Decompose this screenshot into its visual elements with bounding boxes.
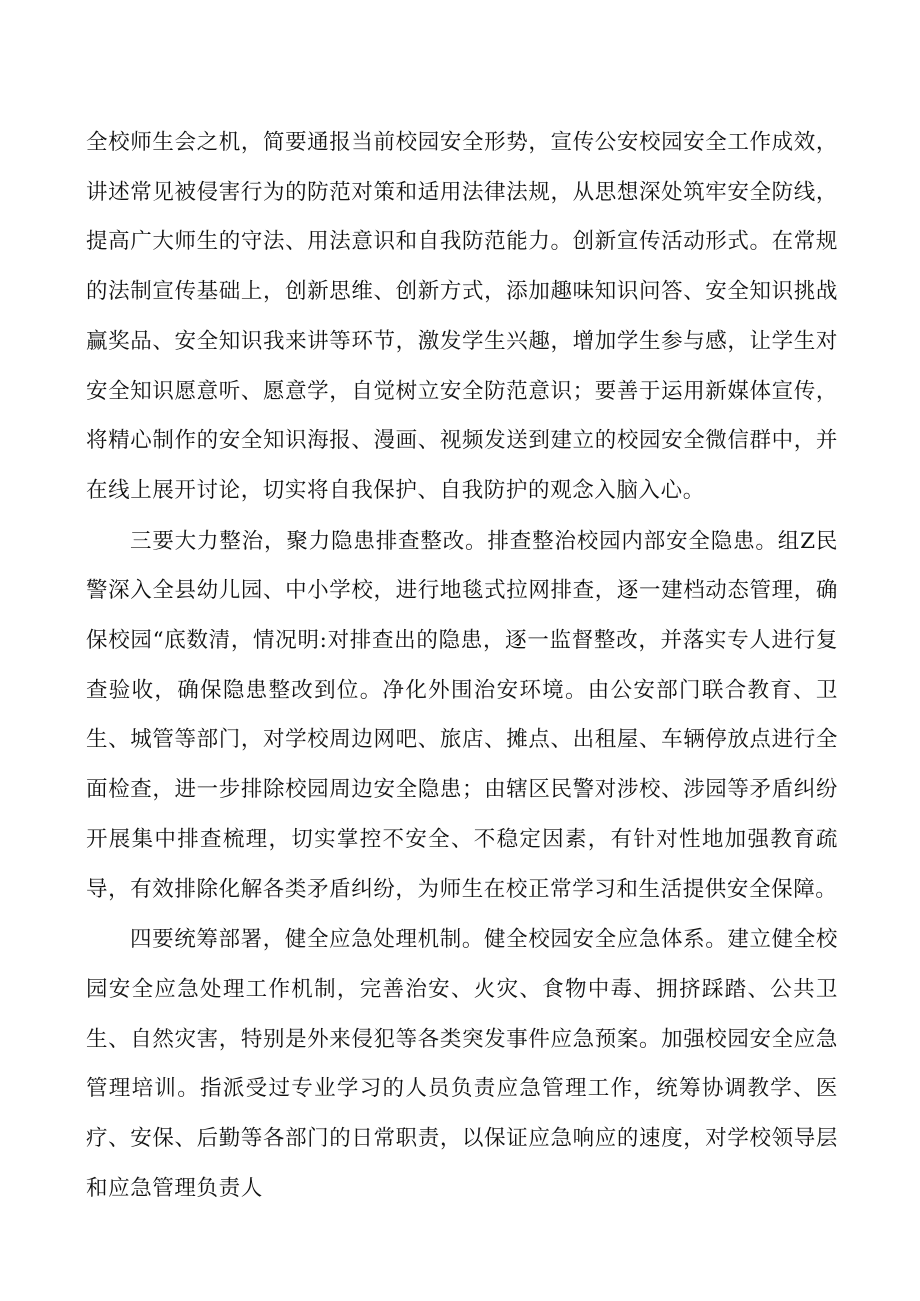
paragraph-continued: 全校师生会之机，简要通报当前校园安全形势，宣传公安校园安全工作成效，讲述常见被侵害行为的防范对策和适用法律法规，从思想深处筑牢安全防线，提高广大师生的守法、用法意识和自我防范能力。创新宣传活动形式。在常规的法制宣传基础上，创新思维、创新方式，添加趣味知识问答、安全知识挑战赢奖品、安全知识我来讲等环节，激发学生兴趣，增加学生参与感，让学生对安全知识愿意听、愿意学，自觉树立安全防范意识；要善于运用新媒体宣传，将精心制作的安全知识海报、漫画、视频发送到建立的校园安全微信群中，并在线上展开讨论，切实将自我保护、自我防护的观念入脑入心。 [86, 130, 838, 503]
paragraph-section-four: 四要统筹部署，健全应急处理机制。健全校园安全应急体系。建立健全校园安全应急处理工作机制，完善治安、火灾、食物中毒、拥挤踩踏、公共卫生、自然灾害，特别是外来侵犯等各类突发事件应急预案。加强校园安全应急管理培训。指派受过专业学习的人员负责应急管理工作，统筹协调教学、医疗、安保、后勤等各部门的日常职责，以保证应急响应的速度，对学校领导层和应急管理负责人 [86, 927, 838, 1201]
document-body [86, 118, 838, 1213]
paragraph-section-three: 三要大力整治，聚力隐患排查整改。排查整治校园内部安全隐患。组Z民警深入全县幼儿园、中小学校，进行地毯式拉网排查，逐一建档动态管理，确保校园“底数清，情况明:对排查出的隐患，逐一监督整改，并落实专人进行复查验收，确保隐患整改到位。净化外围治安环境。由公安部门联合教育、卫生、城管等部门，对学校周边网吧、旅店、摊点、出租屋、车辆停放点进行全面检查，进一步排除校园周边安全隐患；由辖区民警对涉校、涉园等矛盾纠纷开展集中排查梳理，切实掌控不安全、不稳定因素，有针对性地加强教育疏导，有效排除化解各类矛盾纠纷，为师生在校正常学习和生活提供安全保障。 [86, 528, 838, 902]
